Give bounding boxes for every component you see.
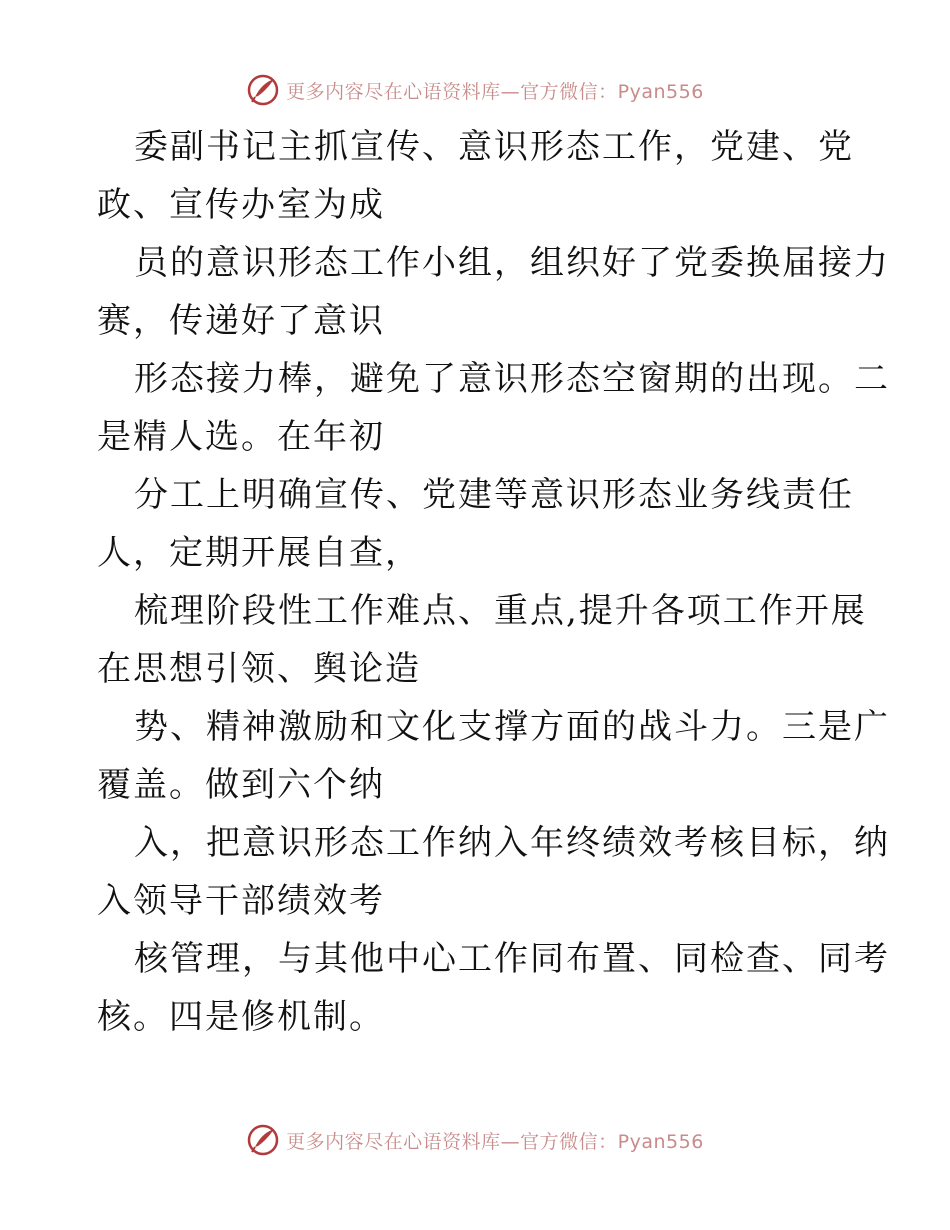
paragraph-line: 赛，传递好了意识 [97, 301, 385, 341]
paragraph-line: 形态接力棒，避免了意识形态空窗期的出现。二 [134, 359, 890, 399]
paragraph-line: 是精人选。在年初 [97, 417, 385, 457]
paragraph-line: 核。四是修机制。 [97, 997, 385, 1037]
quill-logo-icon [246, 73, 280, 107]
paragraph-line: 人，定期开展自查， [97, 533, 421, 573]
paragraph-line: 政、宣传办室为成 [97, 185, 385, 225]
footer-watermark [0, 1120, 950, 1160]
watermark-text: 更多内容尽在心语资料库—官方微信：Pyan556 [286, 80, 704, 103]
paragraph-line: 覆盖。做到六个纳 [97, 765, 385, 805]
header-watermark [0, 70, 950, 110]
paragraph-line: 梳理阶段性工作难点、重点,提升各项工作开展 [134, 591, 867, 631]
paragraph-line: 在思想引领、舆论造 [97, 649, 421, 689]
quill-logo-icon [246, 1123, 280, 1157]
paragraph-line: 委副书记主抓宣传、意识形态工作，党建、党 [134, 127, 854, 167]
document-body [97, 118, 890, 1046]
paragraph-line: 员的意识形态工作小组，组织好了党委换届接力 [134, 243, 890, 283]
paragraph-line: 分工上明确宣传、党建等意识形态业务线责任 [134, 475, 854, 515]
paragraph-line: 核管理，与其他中心工作同布置、同检查、同考 [134, 939, 890, 979]
paragraph-line: 势、精神激励和文化支撑方面的战斗力。三是广 [134, 707, 890, 747]
paragraph-line: 入领导干部绩效考 [97, 881, 385, 921]
paragraph-line: 入，把意识形态工作纳入年终绩效考核目标，纳 [134, 823, 890, 863]
watermark-text: 更多内容尽在心语资料库—官方微信：Pyan556 [286, 1130, 704, 1153]
